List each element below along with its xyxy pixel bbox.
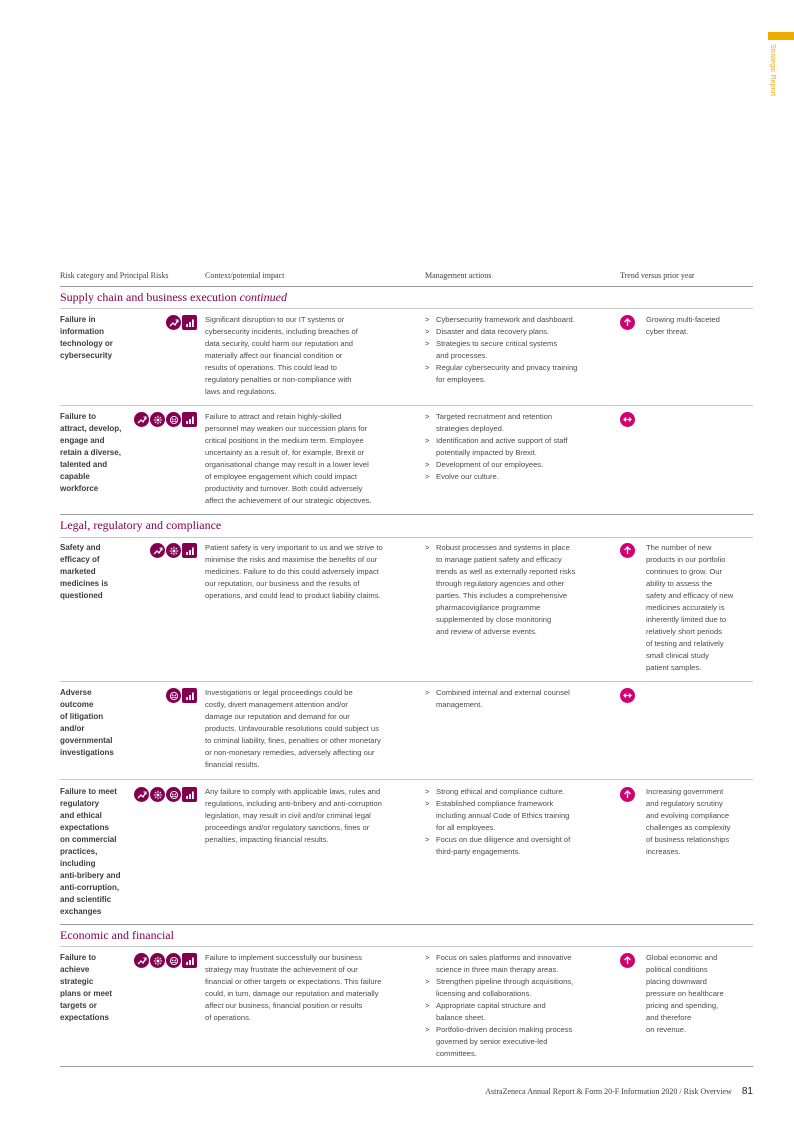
trend-line: pressure on healthcare	[646, 989, 724, 998]
risk-name-line: talented and	[60, 460, 108, 469]
risk-name	[60, 411, 136, 495]
people-icon	[166, 412, 181, 427]
trend-line: Global economic and	[646, 953, 718, 962]
context-line: materially affect our financial condition or	[205, 351, 343, 360]
header-risk: Risk category and Principal Risks	[60, 271, 169, 280]
action-line: Strong ethical and compliance culture.	[436, 787, 565, 796]
risk-name-line: questioned	[60, 591, 103, 600]
trend-line: pricing and spending,	[646, 1001, 719, 1010]
risk-name-line: expectations	[60, 823, 109, 832]
trend-line: cyber threat.	[646, 327, 689, 336]
risk-name-line: investigations	[60, 748, 114, 757]
chart-icon	[182, 953, 197, 968]
risk-name-line: Failure to	[60, 953, 97, 962]
action-item	[425, 435, 617, 459]
header-divider	[60, 286, 753, 287]
risk-name-line: medicines is	[60, 579, 109, 588]
action-item	[425, 314, 617, 326]
trend-line: of business relationships	[646, 835, 730, 844]
action-line: for employees.	[436, 375, 486, 384]
up-arrow-icon	[620, 315, 635, 330]
section-title-economic: Economic and financial	[60, 928, 174, 942]
trend-line: inherently limited due to	[646, 615, 727, 624]
trend-text	[646, 786, 750, 858]
action-line: for all employees.	[436, 823, 496, 832]
trend-line: products in our portfolio	[646, 555, 726, 564]
context-text	[205, 314, 421, 398]
trend-line: increases.	[646, 847, 681, 856]
risk-name-line: on commercial	[60, 835, 117, 844]
context-line: results of operations. This could lead to	[205, 363, 337, 372]
chart-icon	[182, 543, 197, 558]
risk-name-line: information	[60, 327, 104, 336]
action-line: potentially impacted by Brexit.	[436, 448, 537, 457]
chart-icon	[182, 412, 197, 427]
action-line: Targeted recruitment and retention	[436, 412, 553, 421]
management-actions	[425, 411, 617, 483]
action-line: Established compliance framework	[436, 799, 554, 808]
action-item	[425, 326, 617, 338]
risk-icons	[133, 315, 197, 330]
risk-name	[60, 786, 136, 918]
management-actions	[425, 542, 617, 638]
divider	[60, 946, 753, 947]
science-icon	[150, 953, 165, 968]
action-line: Appropriate capital structure and	[436, 1001, 546, 1010]
trend-line: and evolving compliance	[646, 811, 730, 820]
action-line: through regulatory agencies and other	[436, 579, 565, 588]
trend-text	[646, 314, 750, 338]
context-line: Failure to implement successfully our business	[205, 953, 363, 962]
action-item	[425, 687, 617, 711]
context-text	[205, 411, 421, 507]
header-actions: Management actions	[425, 271, 492, 280]
risk-name-line: outcome	[60, 700, 94, 709]
bullet-marker: >	[425, 1025, 430, 1034]
risk-name-line: and ethical	[60, 811, 102, 820]
context-line: damage our reputation and demand for our	[205, 712, 350, 721]
trend-line: on revenue.	[646, 1025, 687, 1034]
risk-name-line: anti-corruption,	[60, 883, 120, 892]
header-trend: Trend versus prior year	[620, 271, 695, 280]
action-item	[425, 976, 617, 1000]
risk-name-line: marketed	[60, 567, 96, 576]
action-line: Robust processes and systems in place	[436, 543, 570, 552]
trend-line: patient samples.	[646, 663, 702, 672]
action-line: Combined internal and external counsel	[436, 688, 570, 697]
chart-icon	[182, 688, 197, 703]
context-line: cybersecurity incidents, including breaches of	[205, 327, 358, 336]
context-line: proceedings and/or regulatory sanctions, fines or	[205, 823, 370, 832]
bullet-marker: >	[425, 315, 430, 324]
action-line: and processes.	[436, 351, 488, 360]
risk-name-line: anti-bribery and	[60, 871, 121, 880]
science-icon	[150, 787, 165, 802]
context-line: Failure to attract and retain highly-skilled	[205, 412, 342, 421]
risk-icons	[133, 412, 197, 427]
bullet-marker: >	[425, 363, 430, 372]
section-title-supply: Supply chain and business execution continued	[60, 290, 287, 304]
context-line: products. Unfavourable resolutions could subject us	[205, 724, 379, 733]
context-line: affect our business, financial position or results	[205, 1001, 363, 1010]
action-line: trends as well as externally reported risks	[436, 567, 576, 576]
risk-name	[60, 314, 136, 362]
divider	[60, 779, 753, 780]
side-section-label	[764, 44, 776, 124]
trend-line: challenges as complexity	[646, 823, 731, 832]
action-item	[425, 459, 617, 471]
action-line: Cybersecurity framework and dashboard.	[436, 315, 575, 324]
risk-name-line: Adverse	[60, 688, 92, 697]
context-line: medicines. Failure to do this could adversely impact	[205, 567, 379, 576]
action-line: parties. This includes a comprehensive	[436, 591, 568, 600]
trend-line: small clinical study	[646, 651, 709, 660]
up-arrow-icon	[620, 543, 635, 558]
context-line: financial results.	[205, 760, 260, 769]
context-line: our reputation, our business and the results of	[205, 579, 360, 588]
people-icon	[166, 953, 181, 968]
bullet-marker: >	[425, 460, 430, 469]
bullet-marker: >	[425, 835, 430, 844]
action-item	[425, 362, 617, 386]
context-line: personnel may weaken our succession plans for	[205, 424, 368, 433]
action-line: Identification and active support of staff	[436, 436, 568, 445]
context-line: to criminal liability, fines, penalties or other monetary	[205, 736, 381, 745]
context-line: of employee engagement which could impact	[205, 472, 357, 481]
context-line: could, in turn, damage our reputation and materially	[205, 989, 379, 998]
context-line: legislation, may result in civil and/or criminal legal	[205, 811, 371, 820]
management-actions	[425, 952, 617, 1060]
action-item	[425, 952, 617, 976]
people-icon	[166, 688, 181, 703]
context-text	[205, 952, 421, 1024]
action-item	[425, 834, 617, 858]
bullet-marker: >	[425, 436, 430, 445]
management-actions	[425, 786, 617, 858]
context-text	[205, 687, 421, 771]
divider	[60, 537, 753, 538]
divider	[60, 514, 753, 515]
action-item	[425, 338, 617, 362]
action-line: balance sheet.	[436, 1013, 486, 1022]
two-way-arrow-icon	[620, 412, 635, 427]
people-icon	[166, 787, 181, 802]
two-way-arrow-icon	[620, 688, 635, 703]
header-context: Context/potential impact	[205, 271, 285, 280]
action-item	[425, 542, 617, 638]
trend-line: and regulatory scrutiny	[646, 799, 723, 808]
column-headers	[60, 271, 753, 283]
up-arrow-icon	[620, 953, 635, 968]
risk-name	[60, 687, 136, 759]
risk-name-line: workforce	[60, 484, 99, 493]
action-item	[425, 786, 617, 798]
science-icon	[166, 543, 181, 558]
action-line: Focus on due diligence and oversight of	[436, 835, 571, 844]
context-line: Investigations or legal proceedings could be	[205, 688, 353, 697]
bullet-marker: >	[425, 339, 430, 348]
section-tab-marker	[768, 32, 794, 40]
action-line: Development of our employees.	[436, 460, 544, 469]
page-footer	[380, 1086, 753, 1097]
risk-name-line: Safety and	[60, 543, 101, 552]
context-line: critical positions in the medium term. Employee	[205, 436, 364, 445]
risk-name-line: capable	[60, 472, 90, 481]
risk-icons	[133, 787, 197, 802]
risk-icons	[133, 543, 197, 558]
context-line: regulatory penalties or non-compliance with	[205, 375, 352, 384]
risk-name	[60, 952, 136, 1024]
bullet-marker: >	[425, 412, 430, 421]
action-line: governed by senior executive-led	[436, 1037, 548, 1046]
bullet-marker: >	[425, 799, 430, 808]
risk-name-line: Failure to	[60, 412, 97, 421]
context-line: of operations.	[205, 1013, 252, 1022]
trend-line: placing downward	[646, 977, 707, 986]
divider	[60, 681, 753, 682]
risk-name-line: Failure to meet	[60, 787, 117, 796]
trend-line: continues to grow. Our	[646, 567, 722, 576]
risk-name-line: achieve	[60, 965, 90, 974]
action-line: Focus on sales platforms and innovative	[436, 953, 572, 962]
bullet-marker: >	[425, 787, 430, 796]
context-text	[205, 542, 421, 602]
risk-name-line: and/or	[60, 724, 85, 733]
context-line: or non-monetary remedies, adversely affecting our	[205, 748, 375, 757]
risk-name-line: and scientific	[60, 895, 112, 904]
context-line: costly, divert management attention and/or	[205, 700, 348, 709]
context-line: Any failure to comply with applicable laws, rules and	[205, 787, 381, 796]
context-line: penalties, impacting financial results.	[205, 835, 329, 844]
trend-line: safety and efficacy of new	[646, 591, 734, 600]
chart-icon	[182, 787, 197, 802]
context-line: uncertainty as a result of, for example, Brexit or	[205, 448, 365, 457]
context-line: Patient safety is very important to us and we strive to	[205, 543, 383, 552]
risk-name-line: of litigation	[60, 712, 104, 721]
action-line: strategies deployed.	[436, 424, 504, 433]
action-line: supplemented by close monitoring	[436, 615, 552, 624]
trend-line: and therefore	[646, 1013, 692, 1022]
context-line: financial or other targets or expectations. This failure	[205, 977, 382, 986]
divider	[60, 924, 753, 925]
risk-name-line: targets or	[60, 1001, 97, 1010]
management-actions	[425, 687, 617, 711]
risk-name-line: governmental	[60, 736, 113, 745]
risk-name-line: Failure in	[60, 315, 96, 324]
footer-text: AstraZeneca Annual Report & Form 20-F Information 2020 / Risk Overview	[485, 1087, 732, 1096]
risk-name-line: efficacy of	[60, 555, 100, 564]
trend-line: of testing and relatively	[646, 639, 724, 648]
bullet-marker: >	[425, 327, 430, 336]
action-line: Strengthen pipeline through acquisitions,	[436, 977, 574, 986]
risk-name-line: engage and	[60, 436, 105, 445]
growth-icon	[150, 543, 165, 558]
trend-line: Growing multi-faceted	[646, 315, 720, 324]
action-line: science in three main therapy areas.	[436, 965, 559, 974]
action-line: management.	[436, 700, 483, 709]
divider	[60, 308, 753, 309]
risk-name-line: technology or	[60, 339, 113, 348]
risk-name-line: exchanges	[60, 907, 102, 916]
context-line: regulations, including anti-bribery and anti-corruption	[205, 799, 382, 808]
action-line: and review of adverse events.	[436, 627, 537, 636]
context-line: affect the achievement of our strategic objectives.	[205, 496, 372, 505]
action-line: Regular cybersecurity and privacy training	[436, 363, 578, 372]
divider	[60, 1066, 753, 1067]
context-line: minimise the risks and maximise the benefits of our	[205, 555, 378, 564]
trend-line: The number of new	[646, 543, 712, 552]
context-line: organisational change may result in a lower level	[205, 460, 369, 469]
action-line: including annual Code of Ethics training	[436, 811, 570, 820]
context-line: strategy may frustrate the achievement of our	[205, 965, 358, 974]
action-line: third-party engagements.	[436, 847, 521, 856]
up-arrow-icon	[620, 787, 635, 802]
trend-line: ability to assess the	[646, 579, 713, 588]
risk-name	[60, 542, 136, 602]
trend-line: political conditions	[646, 965, 708, 974]
side-label-text: Strategic Report	[769, 44, 776, 97]
context-line: Significant disruption to our IT systems or	[205, 315, 345, 324]
action-item	[425, 471, 617, 483]
page-number: 81	[741, 1086, 753, 1097]
risk-name-line: practices,	[60, 847, 98, 856]
context-line: data security, could harm our reputation and	[205, 339, 354, 348]
risk-name-line: strategic	[60, 977, 94, 986]
trend-line: Increasing government	[646, 787, 724, 796]
action-line: Disaster and data recovery plans.	[436, 327, 550, 336]
bullet-marker: >	[425, 688, 430, 697]
growth-icon	[134, 787, 149, 802]
action-item	[425, 411, 617, 435]
action-line: Strategies to secure critical systems	[436, 339, 558, 348]
section-title-legal: Legal, regulatory and compliance	[60, 518, 222, 532]
risk-name-line: cybersecurity	[60, 351, 113, 360]
divider	[60, 405, 753, 406]
bullet-marker: >	[425, 543, 430, 552]
trend-line: medicines accurately is	[646, 603, 725, 612]
action-line: committees.	[436, 1049, 477, 1058]
bullet-marker: >	[425, 953, 430, 962]
risk-name-line: regulatory	[60, 799, 100, 808]
risk-name-line: including	[60, 859, 96, 868]
trend-text	[646, 952, 750, 1036]
growth-icon	[134, 953, 149, 968]
risk-name-line: attract, develop,	[60, 424, 122, 433]
management-actions	[425, 314, 617, 386]
bullet-marker: >	[425, 977, 430, 986]
trend-line: relatively short periods	[646, 627, 722, 636]
science-icon	[150, 412, 165, 427]
risk-name-line: retain a diverse,	[60, 448, 121, 457]
risk-name-line: expectations	[60, 1013, 109, 1022]
action-line: licensing and collaborations.	[436, 989, 532, 998]
chart-icon	[182, 315, 197, 330]
action-line: Portfolio-driven decision making process	[436, 1025, 573, 1034]
risk-icons	[133, 688, 197, 703]
risk-icons	[133, 953, 197, 968]
risk-name-line: plans or meet	[60, 989, 113, 998]
trend-text	[646, 542, 750, 674]
action-item	[425, 798, 617, 834]
action-item	[425, 1000, 617, 1024]
bullet-marker: >	[425, 1001, 430, 1010]
action-line: to manage patient safety and efficacy	[436, 555, 562, 564]
context-line: laws and regulations.	[205, 387, 277, 396]
context-line: productivity and turnover. Both could adversely	[205, 484, 363, 493]
growth-icon	[166, 315, 181, 330]
context-line: operations, and could lead to product liability claims.	[205, 591, 381, 600]
action-line: pharmacovigilance programme	[436, 603, 541, 612]
action-line: Evolve our culture.	[436, 472, 499, 481]
bullet-marker: >	[425, 472, 430, 481]
action-item	[425, 1024, 617, 1060]
context-text	[205, 786, 421, 846]
growth-icon	[134, 412, 149, 427]
